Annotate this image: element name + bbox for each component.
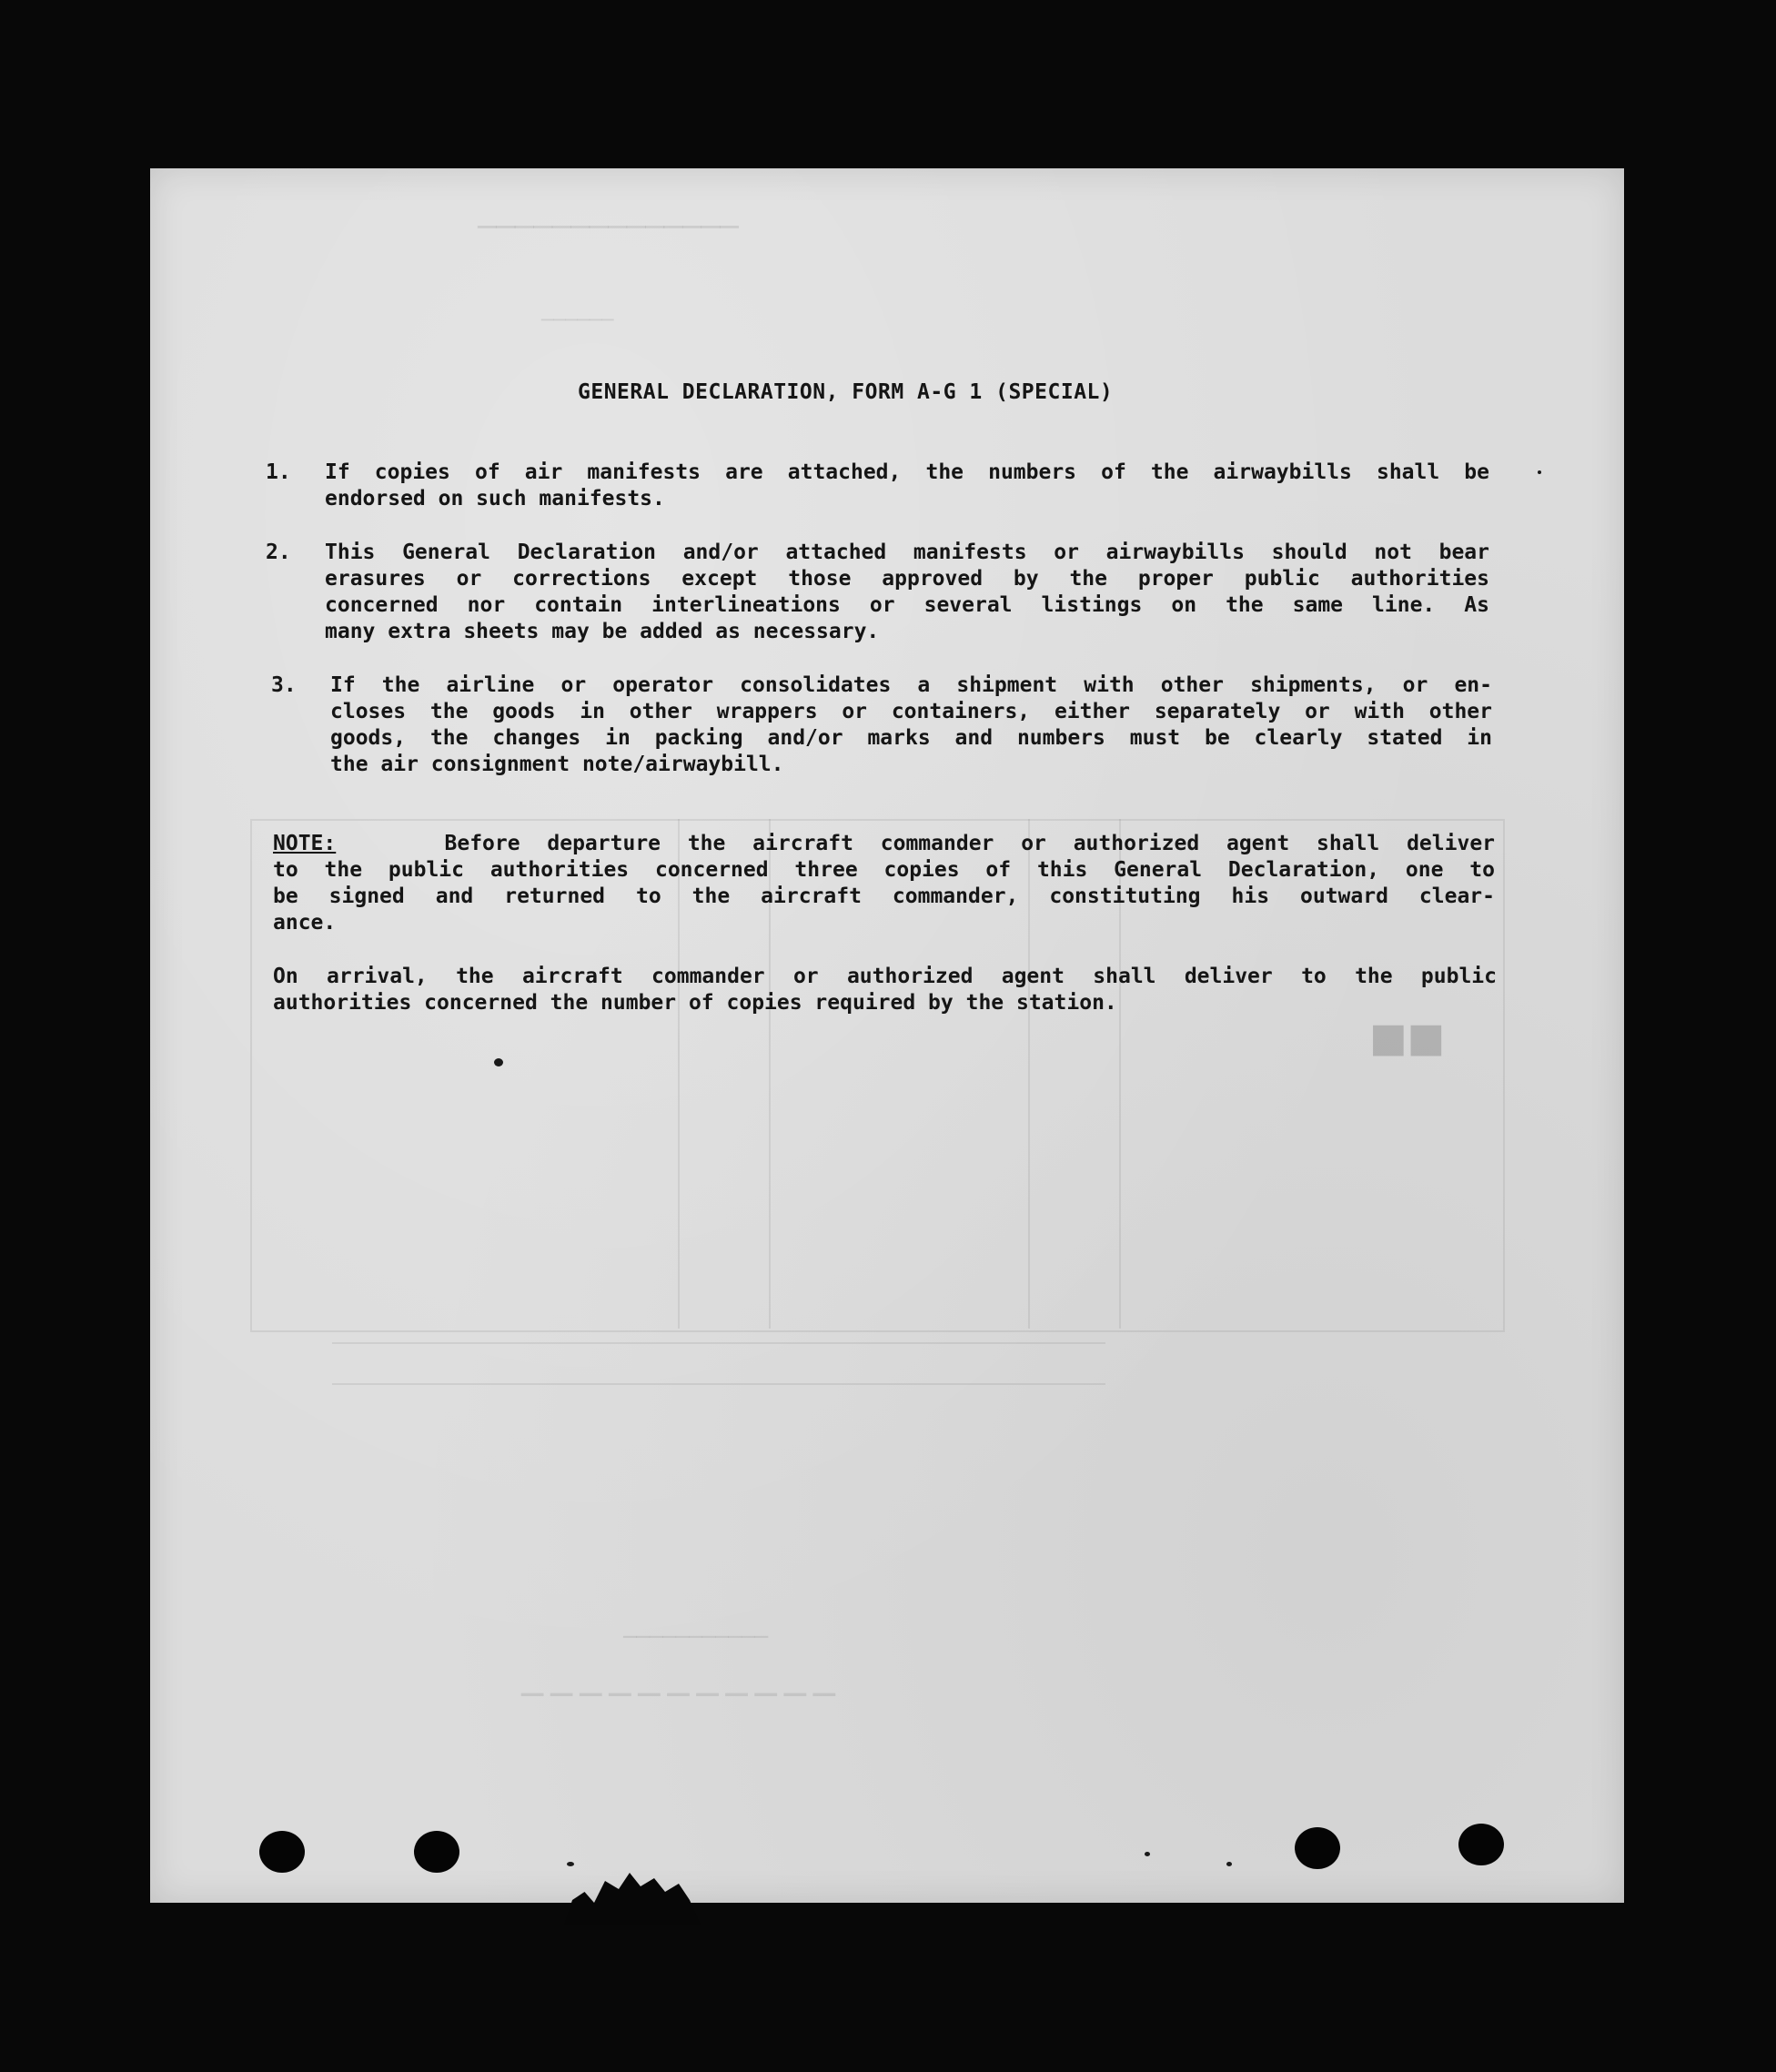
item-1-line-1: If copies of air manifests are attached, the numbers of the airwaybills shall be (325, 460, 1489, 484)
item-2-line-2: erasures or corrections except those approved by the proper public authorities (325, 567, 1489, 591)
arrival-paragraph (273, 964, 1497, 1016)
punch-hole-4 (1458, 1824, 1504, 1865)
item-number-1: 1. (266, 460, 291, 484)
item-number-3: 3. (271, 673, 297, 697)
note-line-2: to the public authorities concerned three copies of this General Declaration, one to (273, 858, 1495, 882)
ink-speck (567, 1862, 574, 1866)
arrival-line-1: On arrival, the aircraft commander or authorized agent shall deliver to the public (273, 965, 1497, 988)
document-page: ────────────── ────── ─────────── ─────────── (150, 168, 1624, 1903)
arrival-line-2: authorities concerned the number of copies required by the station. (273, 991, 1117, 1015)
ink-speck (1145, 1852, 1150, 1856)
item-2-line-1: This General Declaration and/or attached manifests or airwaybills should not bear (325, 541, 1489, 564)
ink-speck (1226, 1862, 1232, 1866)
item-2-line-4: many extra sheets may be added as necessary. (325, 620, 880, 643)
item-1-line-2: endorsed on such manifests. (325, 487, 665, 510)
note-line-1 (273, 831, 1495, 857)
item-3-line-1: If the airline or operator consolidates a shipment with other shipments, or en- (330, 673, 1492, 697)
punch-hole-3 (1295, 1827, 1340, 1869)
punch-hole-1 (259, 1831, 305, 1873)
note-line-3: be signed and returned to the aircraft commander, constituting his outward clear- (273, 884, 1495, 908)
instruction-item-2 (325, 540, 1489, 645)
note-line-1-text: Before departure the aircraft commander or authorized agent shall deliver (444, 832, 1496, 855)
form-title: GENERAL DECLARATION, FORM A-G 1 (SPECIAL) (578, 380, 1114, 404)
item-3-line-3: goods, the changes in packing and/or marks and numbers must be clearly stated in (330, 726, 1492, 750)
note-label: NOTE: (273, 832, 337, 855)
item-number-2: 2. (266, 541, 291, 564)
punch-hole-2 (414, 1831, 459, 1873)
item-3-line-4: the air consignment note/airwaybill. (330, 753, 784, 776)
instruction-item-1 (325, 460, 1489, 512)
note-line-4: ance. (273, 911, 337, 935)
note-paragraph (273, 831, 1495, 936)
ink-speck (494, 1058, 503, 1066)
item-2-line-3: concerned nor contain interlineations or several listings on the same line. As (325, 593, 1489, 617)
faint-stamp-mark: ■■ (1369, 1015, 1446, 1061)
ink-speck (1538, 470, 1541, 474)
item-3-line-2: closes the goods in other wrappers or containers, either separately or with other (330, 700, 1492, 723)
instruction-item-3 (330, 672, 1492, 778)
